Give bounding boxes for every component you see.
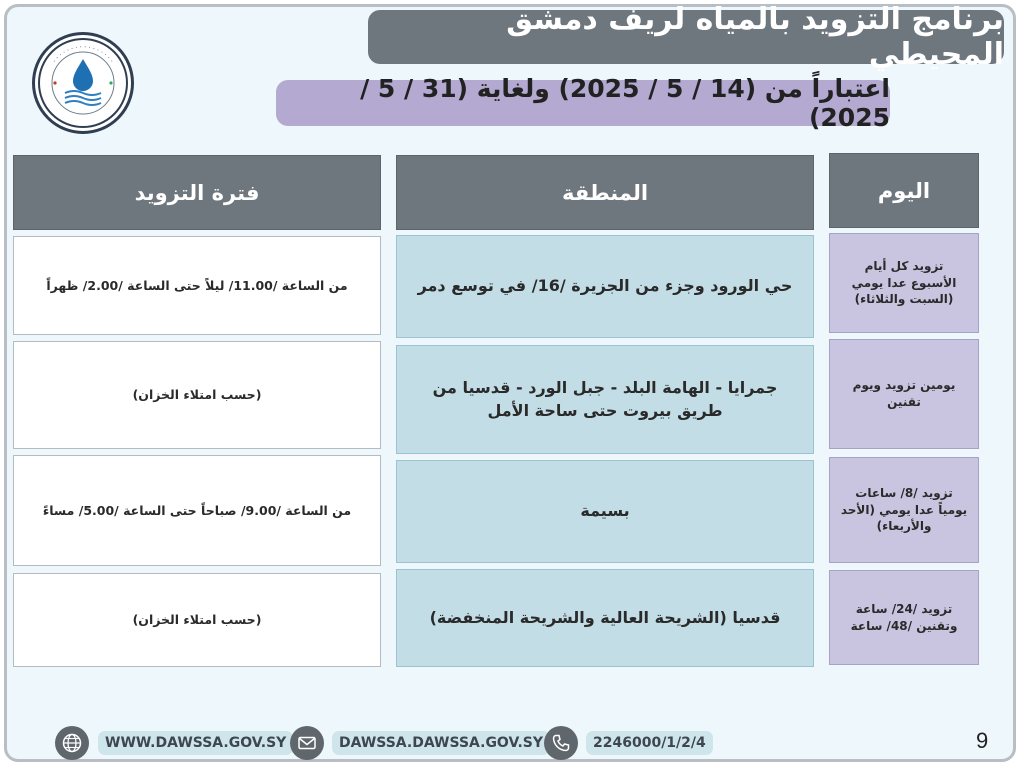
table-row-2-area: [396, 345, 814, 454]
header-area: [396, 155, 814, 230]
water-drop-logo-icon: [32, 32, 134, 134]
phone-icon: [544, 726, 578, 760]
phone-text: 2246000/1/2/4: [593, 735, 706, 751]
row-4-period-text: (حسب امتلاء الخزان): [132, 612, 262, 628]
table-row-1-period: [13, 236, 381, 335]
row-4-area-text: قدسيا (الشريحة العالية والشريحة المنخفضة): [429, 607, 781, 627]
table-row-3-day: [829, 457, 979, 563]
table-row-4-day: [829, 570, 979, 665]
website-link[interactable]: [98, 731, 293, 755]
row-2-area-text: جمرايا - الهامة البلد - جبل الورد - قدسيا من طريق بيروت حتى ساحة الأمل: [432, 378, 778, 420]
globe-icon: [55, 726, 89, 760]
svg-text:· · · · · · · · · · · · · · ·: · · · · · · · · · · · · · · · ·: [50, 43, 116, 65]
date-range-banner: [276, 74, 890, 132]
table-row-3-area: [396, 460, 814, 563]
table-row-1-area: [396, 235, 814, 338]
table-row-3-period: [13, 455, 381, 566]
page-number: 9: [976, 728, 989, 753]
row-1-day-text: تزويد كل أيام الأسبوع عدا يومي (السبت والثلاثاء): [851, 258, 957, 307]
website-text: WWW.DAWSSA.GOV.SY: [105, 735, 287, 751]
row-1-area-text: حي الورود وجزء من الجزيرة /16/ في توسع دمر: [417, 276, 793, 296]
row-3-area-text: بسيمة: [580, 501, 630, 521]
table-row-4-area: [396, 569, 814, 667]
phone-number[interactable]: [586, 731, 713, 755]
table-row-2-day: [829, 339, 979, 449]
row-1-period-text: من الساعة /11.00/ ليلاً حتى الساعة /2.00/ ظهراً: [46, 277, 348, 293]
row-2-day-text: يومين تزويد ويوم تقنين: [852, 378, 956, 409]
row-3-day-text: تزويد /8/ ساعات يومياً عدا يومي (الأحد والأربعاء): [840, 485, 968, 534]
row-4-day-text: تزويد /24/ ساعة وتقنين /48/ ساعة: [850, 601, 958, 633]
header-period-label: فترة التزويد: [134, 180, 260, 205]
mail-icon: [290, 726, 324, 760]
page-title-text: برنامج التزويد بالمياه لريف دمشق المحيطي: [506, 2, 1004, 72]
email-link[interactable]: [332, 731, 550, 755]
table-row-4-period: [13, 573, 381, 667]
header-period: [13, 155, 381, 230]
header-area-label: المنطقة: [561, 180, 649, 205]
row-3-period-text: من الساعة /9.00/ صباحاً حتى الساعة /5.00/ مساءً: [42, 502, 352, 518]
row-2-period-text: (حسب امتلاء الخزان): [132, 387, 262, 403]
table-row-2-period: [13, 341, 381, 449]
date-range-text: اعتباراً من (14 / 5 / 2025) ولغاية (31 / 5 / 2025): [360, 74, 890, 132]
email-text: DAWSSA.DAWSSA.GOV.SY: [339, 735, 544, 751]
header-day: [829, 153, 979, 228]
table-row-1-day: [829, 233, 979, 333]
page-title: [368, 2, 1004, 72]
header-day-label: اليوم: [877, 178, 931, 203]
